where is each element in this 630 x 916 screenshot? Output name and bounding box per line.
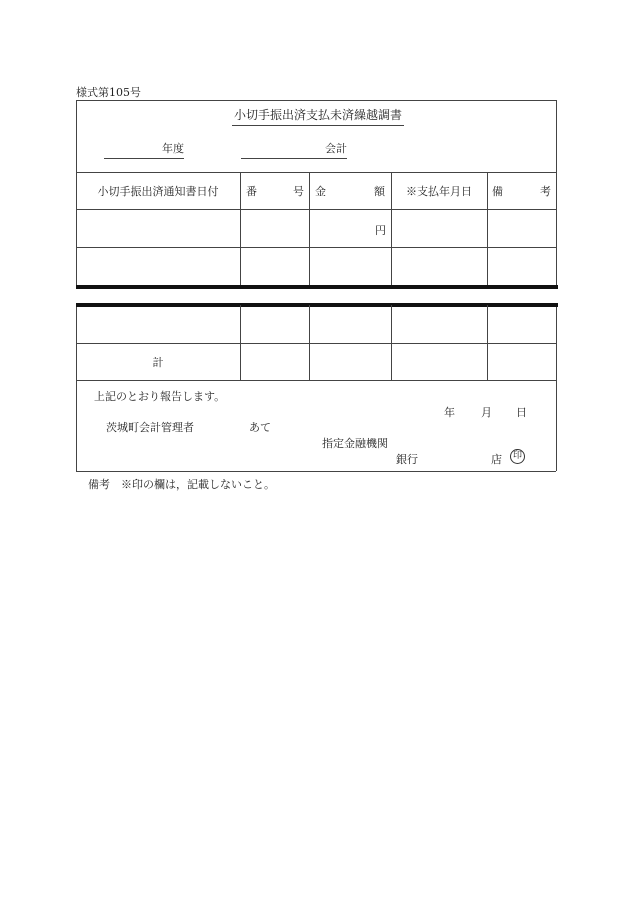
- institution-label: 指定金融機関: [322, 437, 388, 450]
- branch-label: 店: [491, 453, 502, 466]
- col-line: [240, 172, 241, 285]
- header-remarks-a: 備: [492, 184, 503, 198]
- seal-icon: 印: [510, 449, 525, 464]
- col-line: [391, 305, 392, 380]
- addressee-to: あて: [249, 421, 271, 434]
- frame-top: [76, 100, 556, 101]
- header-payment-date: ※支払年月日: [406, 184, 472, 198]
- col-line: [309, 305, 310, 380]
- report-text: 上記のとおり報告します。: [94, 390, 226, 403]
- row-line: [76, 380, 556, 381]
- yen-unit: 円: [375, 224, 386, 237]
- frame-bottom: [76, 471, 556, 472]
- frame-left-lower: [76, 305, 77, 471]
- header-number-a: 番: [246, 184, 257, 198]
- date-month: 月: [481, 406, 492, 419]
- header-remarks: [492, 172, 551, 209]
- break-line-bottom: [76, 303, 558, 307]
- fiscal-year-label: 年度: [162, 142, 184, 155]
- fiscal-year-field[interactable]: [104, 140, 184, 159]
- col-line: [487, 172, 488, 285]
- frame-right-lower: [556, 305, 557, 471]
- break-line-top: [76, 285, 558, 289]
- addressee: 茨城町会計管理者: [106, 421, 194, 434]
- header-number: [246, 172, 304, 209]
- account-field[interactable]: [241, 140, 347, 159]
- total-label: 計: [152, 355, 164, 369]
- col-line: [240, 305, 241, 380]
- header-notice-date: 小切手振出済通知書日付: [97, 184, 219, 198]
- col-line: [487, 305, 488, 380]
- note: 備考 ※印の欄は，記載しないこと。: [88, 478, 275, 491]
- header-amount-a: 金: [315, 184, 326, 198]
- account-label: 会計: [325, 142, 347, 155]
- bank-label: 銀行: [396, 453, 418, 466]
- date-year: 年: [444, 406, 455, 419]
- header-remarks-b: 考: [540, 184, 551, 198]
- frame-right: [556, 100, 557, 287]
- header-number-b: 号: [293, 184, 304, 198]
- row-line: [76, 209, 556, 210]
- row-line: [76, 247, 556, 248]
- document-title: 小切手振出済支払未済繰越調書: [232, 106, 404, 126]
- header-amount: [315, 172, 385, 209]
- header-amount-b: 額: [374, 184, 385, 198]
- form-number: 様式第105号: [76, 86, 141, 99]
- date-day: 日: [516, 406, 527, 419]
- col-line: [309, 172, 310, 285]
